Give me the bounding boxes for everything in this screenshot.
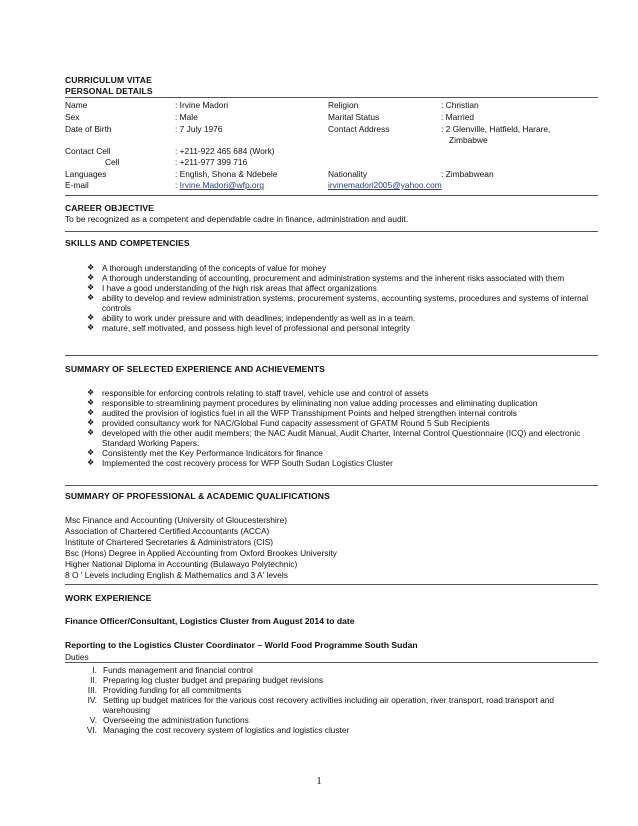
personal-name-value: : Irvine Madori <box>175 100 229 110</box>
list-item: IV. Setting up budget matrices for the various cost recovery activities including air operation, river transport, road transport and warehousing <box>87 695 555 715</box>
list-item: ❖ Implemented the cost recovery process for WFP South Sudan Logistics Cluster <box>87 458 393 468</box>
personal-religion-label: Religion <box>328 100 359 110</box>
work-email-link[interactable]: Irvine.Madori@wfp.org <box>179 180 265 190</box>
personal-contact-cell-value: : +211-922 465 684 (Work) <box>175 146 275 156</box>
personal-address-value-2: Zimbabwe <box>449 135 488 145</box>
list-item: II. Preparing log cluster budget and preparing budget revisions <box>90 675 324 685</box>
diamond-bullet-icon: ❖ <box>87 428 95 437</box>
skills-list <box>87 263 597 333</box>
diamond-bullet-icon: ❖ <box>87 293 95 302</box>
divider <box>65 97 598 98</box>
duties-label: Duties <box>65 652 89 662</box>
divider <box>65 231 598 232</box>
personal-address-label: Contact Address <box>328 124 390 134</box>
work-experience-title: WORK EXPERIENCE <box>65 593 152 603</box>
list-item: ❖ responsible to streamlining payment procedures by eliminating non value adding processes and eliminating duplication <box>87 398 538 408</box>
personal-dob-value: : 7 July 1976 <box>175 124 223 134</box>
cv-title: CURRICULUM VITAE <box>65 75 152 85</box>
qualifications-title: SUMMARY OF PROFESSIONAL & ACADEMIC QUALIFICATIONS <box>65 491 330 501</box>
list-item: ❖ mature, self motivated, and possess high level of professional and personal integrity <box>87 323 411 333</box>
personal-email-link[interactable]: irvinemadori2005@yahoo.com <box>328 180 442 190</box>
career-objective-text: To be recognized as a competent and dependable cadre in finance, administration and audit. <box>65 214 409 224</box>
divider <box>65 355 598 356</box>
personal-dob-label: Date of Birth <box>65 124 112 134</box>
list-item: VI. Managing the cost recovery system of logistics and logistics cluster <box>86 725 350 735</box>
work-reporting: Reporting to the Logistics Cluster Coordinator – World Food Programme South Sudan <box>65 640 418 650</box>
diamond-bullet-icon: ❖ <box>87 263 95 272</box>
list-item: ❖ I have a good understanding of the high risk areas that affect organizations <box>87 283 377 293</box>
personal-contact-cell-label: Contact Cell <box>65 146 111 156</box>
personal-nationality-label: Nationality <box>328 169 368 179</box>
personal-email-value: : Irvine.Madori@wfp.org <box>175 180 265 190</box>
list-item: I. Funds management and financial control <box>92 665 253 675</box>
list-item: ❖ ability to work under pressure and with deadlines; independently as well as in a team. <box>87 313 416 323</box>
page-number: 1 <box>316 775 322 787</box>
list-item: Association of Chartered Certified Accountants (ACCA) <box>65 526 270 536</box>
list-item: ❖ A thorough understanding of accounting, procurement and administration systems and the inherent risks associated with them <box>87 273 565 283</box>
work-position: Finance Officer/Consultant, Logistics Cluster from August 2014 to date <box>65 616 355 626</box>
diamond-bullet-icon: ❖ <box>87 388 95 397</box>
experience-list <box>87 388 599 468</box>
list-item: ❖ Consistently met the Key Performance Indicators for finance <box>87 448 323 458</box>
personal-marital-value: : Married <box>441 112 475 122</box>
list-item: Institute of Chartered Secretaries & Administrators (CIS) <box>65 537 274 547</box>
diamond-bullet-icon: ❖ <box>87 273 95 282</box>
diamond-bullet-icon: ❖ <box>87 323 95 332</box>
divider <box>65 584 598 585</box>
personal-name-label: Name <box>65 100 88 110</box>
divider <box>65 662 598 663</box>
list-item: V. Overseeing the administration functions <box>89 715 249 725</box>
diamond-bullet-icon: ❖ <box>87 313 95 322</box>
divider <box>65 485 598 486</box>
personal-languages-label: Languages <box>65 169 107 179</box>
list-item: ❖ provided consultancy work for NAC/Global Fund capacity assessment of GFATM Round 5 Sub Recipients <box>87 418 490 428</box>
diamond-bullet-icon: ❖ <box>87 283 95 292</box>
list-item: Bsc (Hons) Degree in Applied Accounting from Oxford Brookes University <box>65 548 337 558</box>
divider <box>65 195 598 196</box>
personal-sex-label: Sex <box>65 112 80 122</box>
personal-cell-label: Cell <box>105 157 120 167</box>
list-item: Msc Finance and Accounting (University of Gloucestershire) <box>65 515 288 525</box>
experience-title: SUMMARY OF SELECTED EXPERIENCE AND ACHIEVEMENTS <box>65 364 325 374</box>
diamond-bullet-icon: ❖ <box>87 408 95 417</box>
list-item: 8 O ' Levels including English & Mathematics and 3 A' levels <box>65 570 288 580</box>
list-item: ❖ developed with the other audit members; the NAC Audit Manual, Audit Charter, Internal Control Questionnaire (ICQ) and electronic Standard Working Papers. <box>87 428 581 448</box>
personal-sex-value: : Male <box>175 112 198 122</box>
personal-nationality-value: : Zimbabwean <box>441 169 494 179</box>
diamond-bullet-icon: ❖ <box>87 398 95 407</box>
list-item: Higher National Diploma in Accounting (Bulawayo Polytechnic) <box>65 559 298 569</box>
personal-religion-value: : Christian <box>441 100 479 110</box>
personal-details-title: PERSONAL DETAILS <box>65 86 153 96</box>
duties-list <box>65 665 565 735</box>
diamond-bullet-icon: ❖ <box>87 418 95 427</box>
personal-address-value: : 2 Glenville, Hatfield, Harare, <box>441 124 551 134</box>
list-item: ❖ audited the provision of logistics fuel in all the WFP Transshipment Points and helped strengthen internal controls <box>87 408 517 418</box>
personal-languages-value: : English, Shona & Ndebele <box>175 169 278 179</box>
diamond-bullet-icon: ❖ <box>87 448 95 457</box>
skills-title: SKILLS AND COMPETENCIES <box>65 238 190 248</box>
diamond-bullet-icon: ❖ <box>87 458 95 467</box>
list-item: ❖ A thorough understanding of the concepts of value for money <box>87 263 327 273</box>
list-item: ❖ ability to develop and review administration systems, procurement systems, accounting systems, procedures and systems of internal controls <box>87 293 589 313</box>
list-item: III. Providing funding for all commitments <box>87 685 242 695</box>
list-item: ❖ responsible for enforcing controls relating to staff travel, vehicle use and control of assets <box>87 388 429 398</box>
personal-marital-label: Marital Status <box>328 112 380 122</box>
personal-cell-value: : +211-977 399 716 <box>175 157 248 167</box>
career-objective-title: CAREER OBJECTIVE <box>65 203 154 213</box>
personal-email-label: E-mail <box>65 180 89 190</box>
